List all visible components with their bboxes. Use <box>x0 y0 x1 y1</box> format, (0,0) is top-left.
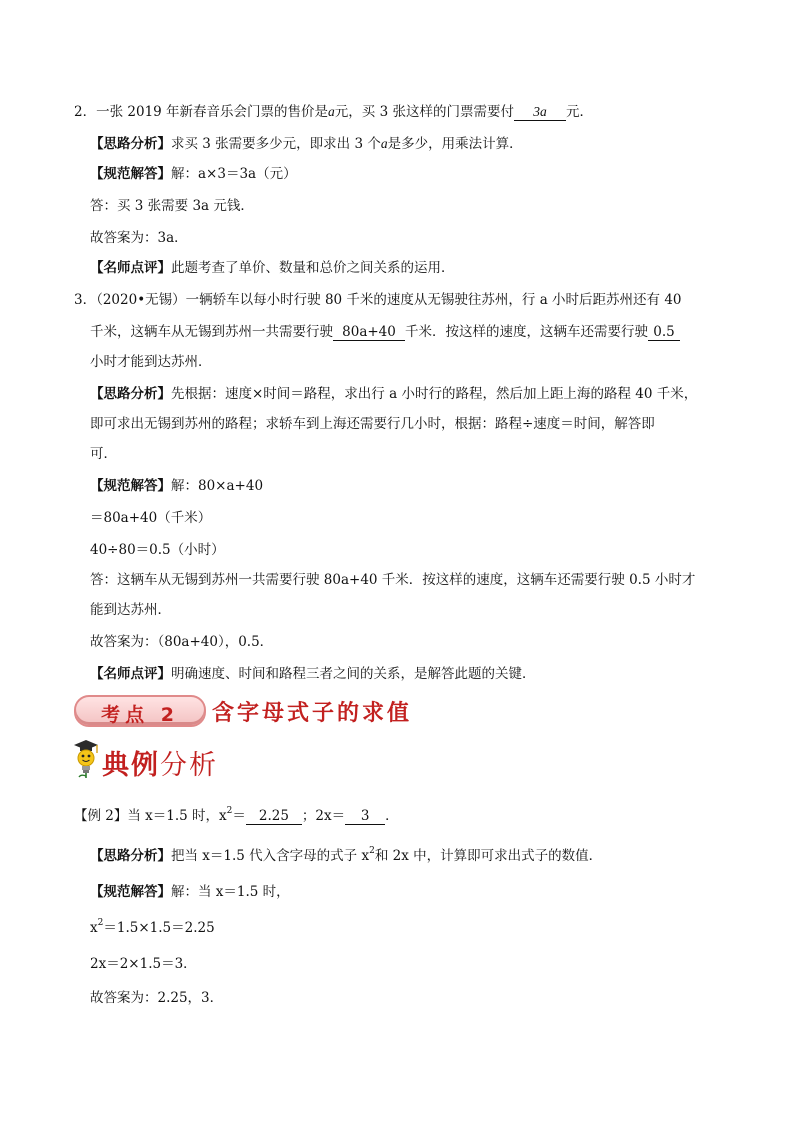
ex2-solution-line1 <box>90 882 290 902</box>
example-header <box>70 737 270 781</box>
q3-blank1: 80a+40 <box>333 324 405 341</box>
q3-number: 3． <box>74 292 97 308</box>
ex2-stem-text-a: 当 x＝1.5 时，x <box>127 808 227 824</box>
ex2-sol2-text: ＝1.5×1.5＝2.25 <box>103 920 215 936</box>
q2-comment-text: 此题考查了单价、数量和总价之间关系的运用． <box>171 260 455 276</box>
ex2-solution-line3: 2x＝2×1.5＝3． <box>90 956 197 972</box>
q2-comment <box>90 258 455 278</box>
ex2-analysis-superscript: 2 <box>369 846 375 856</box>
q2-solution <box>90 164 297 184</box>
q3-answer-line2: 能到达苏州． <box>90 602 171 618</box>
q3-solution-line2: ＝80a+40（千米） <box>90 510 212 526</box>
q2-stem-text-a: 一张 2019 年新春音乐会门票的售价是 <box>96 104 329 120</box>
q3-analysis-text: 先根据：速度×时间＝路程，求出行 a 小时行的路程，然后加上距上海的路程 40 千米， <box>171 386 698 402</box>
ex2-sol2-var: x <box>90 920 98 936</box>
q2-number: 2． <box>74 104 97 120</box>
section-badge <box>74 695 206 727</box>
q3-stem-line1 <box>74 290 682 310</box>
q2-stem <box>74 102 593 122</box>
comment-tag: 【名师点评】 <box>90 666 171 682</box>
q2-solution-text: 解：a×3＝3a（元） <box>171 166 297 182</box>
ex2-blank2: 3 <box>345 808 385 825</box>
ex2-analysis <box>90 846 602 866</box>
q2-answer-blank: 3a <box>514 104 566 121</box>
ex2-solution-line2 <box>90 918 215 938</box>
example-title-thin: 分析 <box>160 750 218 781</box>
q2-stem-text-c: 元． <box>565 104 593 120</box>
solution-tag: 【规范解答】 <box>90 166 171 182</box>
section-banner <box>74 695 434 725</box>
analysis-tag: 【思路分析】 <box>90 386 171 402</box>
solution-tag: 【规范解答】 <box>90 884 171 900</box>
q3-solution-line1 <box>90 476 263 496</box>
q3-comment <box>90 664 536 684</box>
ex2-stem <box>74 806 399 826</box>
q3-line1-text: （2020•无锡）一辆轿车以每小时行驶 80 千米的速度从无锡驶往苏州，行 a 小时后距苏州还有 40 <box>96 292 682 308</box>
ex2-final: 故答案为：2.25，3． <box>90 990 224 1006</box>
section-badge-label: 考点 2 <box>101 704 179 726</box>
ex2-stem-text-b: ＝ <box>232 808 246 824</box>
graduate-bulb-icon <box>70 737 100 779</box>
q3-blank2: 0.5 <box>648 324 680 341</box>
q2-var: a <box>328 104 335 119</box>
q3-final: 故答案为：（80a+40），0.5． <box>90 634 274 650</box>
ex2-stem-text-c: ；2x＝ <box>301 808 346 824</box>
q3-answer-line1: 答：这辆车从无锡到苏州一共需要行驶 80a+40 千米．按这样的速度，这辆车还需要行驶 0.5 小时才 <box>90 572 696 588</box>
q3-solution-line3: 40÷80＝0.5（小时） <box>90 542 225 558</box>
ex2-sol2-superscript: 2 <box>97 918 104 928</box>
solution-tag: 【规范解答】 <box>90 478 171 494</box>
example-title-bold: 典例 <box>102 750 160 781</box>
q2-analysis-var: a <box>380 136 388 151</box>
ex2-analysis-text-a: 把当 x＝1.5 代入含字母的式子 x <box>171 848 370 864</box>
q3-stem-line2 <box>90 322 680 342</box>
ex2-analysis-text-b: 和 2x 中，计算即可求出式子的数值． <box>374 848 603 864</box>
ex2-tag: 【例 2】 <box>74 808 128 824</box>
example-title <box>102 743 218 782</box>
q3-line2-text-a: 千米，这辆车从无锡到苏州一共需要行驶 <box>90 324 333 340</box>
analysis-tag: 【思路分析】 <box>90 136 171 152</box>
q3-analysis-line2: 即可求出无锡到苏州的路程；求轿车到上海还需要行几小时，根据：路程÷速度＝时间，解答即 <box>90 416 655 432</box>
q3-analysis-line1 <box>90 384 697 404</box>
ex2-blank1: 2.25 <box>246 808 302 825</box>
q3-line2-text-b: 千米．按这样的速度，这辆车还需要行驶 <box>405 324 648 340</box>
q2-answer-line: 答：买 3 张需要 3a 元钱． <box>90 198 254 214</box>
q3-comment-text: 明确速度、时间和路程三者之间的关系，是解答此题的关键． <box>171 666 536 682</box>
q3-solution-text: 解：80×a+40 <box>171 478 264 494</box>
section-title: 含字母式子的求值 <box>212 700 413 726</box>
comment-tag: 【名师点评】 <box>90 260 171 276</box>
ex2-solution-text: 解：当 x＝1.5 时， <box>171 884 290 900</box>
q3-analysis-line3: 可． <box>90 446 117 462</box>
ex2-superscript: 2 <box>226 806 233 816</box>
ex2-stem-text-d: ． <box>385 808 399 824</box>
q2-analysis-text-b: 是多少，用乘法计算． <box>387 136 523 152</box>
q2-stem-text-b: 元，买 3 张这样的门票需要付 <box>334 104 514 120</box>
q3-stem-line3: 小时才能到达苏州． <box>90 354 212 370</box>
q2-final: 故答案为：3a． <box>90 230 188 246</box>
analysis-tag: 【思路分析】 <box>90 848 171 864</box>
q2-analysis-text-a: 求买 3 张需要多少元，即求出 3 个 <box>171 136 381 152</box>
q2-analysis <box>90 134 523 154</box>
